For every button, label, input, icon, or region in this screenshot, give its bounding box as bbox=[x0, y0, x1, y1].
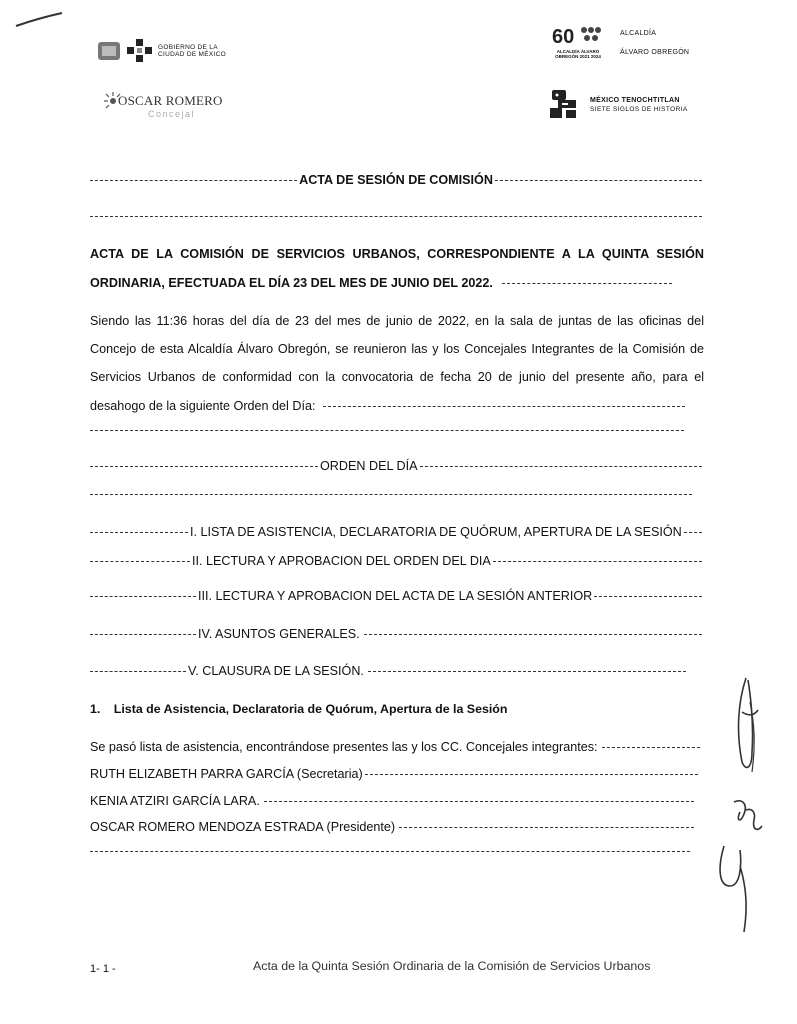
coat-of-arms-icon bbox=[96, 40, 122, 62]
document-heading: ACTA DE SESIÓN DE COMISIÓN bbox=[299, 173, 493, 187]
attendee-row bbox=[90, 765, 698, 783]
tenochtitlan-logo bbox=[548, 88, 718, 124]
attendee-name: KENIA ATZIRI GARCÍA LARA. bbox=[90, 794, 260, 808]
attendee-row bbox=[90, 792, 694, 810]
attendee-name: OSCAR ROMERO MENDOZA ESTRADA (Presidente) bbox=[90, 820, 396, 834]
separator-line bbox=[90, 430, 684, 431]
intro-text: Siendo las 11:36 horas del día de 23 del mes de junio de 2022, en la sala de juntas de las oficinas del Concejo de esta Alcaldía Álvaro Obregón, se reunieron las y los Concejales Integrantes de la Comisión de Servicios Urbanos de conformidad con la convocatoria de fecha 20 de junio del presente año, para el desahogo de la siguiente Orden del Día: bbox=[90, 314, 704, 413]
separator-line bbox=[90, 851, 690, 852]
orden-heading-row bbox=[90, 457, 702, 475]
concejal-logo bbox=[104, 92, 244, 126]
agenda-item bbox=[90, 552, 702, 570]
cdmx-cross-icon bbox=[127, 39, 153, 63]
eagle-glyph-icon bbox=[548, 88, 580, 120]
attendance-intro bbox=[90, 738, 700, 756]
concejal-name: OSCAR ROMERO bbox=[118, 93, 223, 108]
agenda-item bbox=[90, 625, 702, 643]
intro-paragraph bbox=[90, 307, 704, 420]
section-title: Lista de Asistencia, Declaratoria de Quórum, Apertura de la Sesión bbox=[113, 702, 508, 716]
agenda-item-text: III. LECTURA Y APROBACION DEL ACTA DE LA SESIÓN ANTERIOR bbox=[198, 589, 593, 603]
svg-text:60: 60 bbox=[552, 26, 575, 48]
orden-heading: ORDEN DEL DÍA bbox=[320, 459, 418, 473]
attendance-intro-text: Se pasó lista de asistencia, encontrándose presentes las y los CC. Concejales integrantes: bbox=[90, 740, 598, 754]
agenda-item bbox=[90, 587, 702, 605]
alcaldia-emblem-icon bbox=[552, 24, 602, 48]
signature-1-icon bbox=[728, 672, 768, 782]
agenda-item bbox=[90, 662, 686, 680]
document-title-text: ACTA DE LA COMISIÓN DE SERVICIOS URBANOS, CORRESPONDIENTE A LA QUINTA SESIÓN ORDINARIA, EFECTUADA EL DÍA 23 DEL MES DE JUNIO DEL 2022. bbox=[90, 247, 704, 290]
alcaldia-line1: ALCALDÍA bbox=[620, 30, 657, 37]
signature-3-icon bbox=[712, 836, 762, 936]
cdmx-logo bbox=[96, 38, 236, 64]
agenda-item-text: II. LECTURA Y APROBACION DEL ORDEN DEL DIA bbox=[192, 554, 491, 568]
document-title bbox=[90, 240, 704, 297]
cdmx-logo-line2: CIUDAD DE MÉXICO bbox=[158, 51, 227, 58]
alcaldia-badge: ALCALDÍA ÁLVARO OBREGÓN 2021 2024 bbox=[555, 49, 601, 59]
signature-2-icon bbox=[728, 790, 768, 840]
agenda-item-text: IV. ASUNTOS GENERALES. bbox=[198, 627, 360, 641]
alcaldia-logo bbox=[552, 24, 712, 72]
cdmx-logo-line1: GOBIERNO DE LA bbox=[158, 44, 218, 51]
footer-caption: Acta de la Quinta Sesión Ordinaria de la Comisión de Servicios Urbanos bbox=[253, 959, 651, 973]
alcaldia-line2: ÁLVARO OBREGÓN bbox=[620, 49, 690, 56]
separator-line bbox=[90, 494, 692, 495]
agenda-item-text: I. LISTA DE ASISTENCIA, DECLARATORIA DE QUÓRUM, APERTURA DE LA SESIÓN bbox=[190, 525, 682, 539]
attendee-name: RUTH ELIZABETH PARRA GARCÍA (Secretaria) bbox=[90, 767, 363, 781]
attendee-row bbox=[90, 818, 694, 836]
concejal-role: Concejal bbox=[148, 109, 196, 119]
section-heading bbox=[90, 702, 507, 716]
tenochtitlan-line1: MÉXICO TENOCHTITLAN bbox=[590, 97, 680, 104]
page-number: 1- 1 - bbox=[90, 963, 116, 975]
heading-row bbox=[90, 171, 702, 189]
separator-line bbox=[90, 216, 702, 217]
agenda-item bbox=[90, 523, 702, 541]
pen-mark bbox=[14, 10, 64, 30]
tenochtitlan-line2: SIETE SIGLOS DE HISTORIA bbox=[590, 106, 688, 113]
agenda-item-text: V. CLAUSURA DE LA SESIÓN. bbox=[188, 664, 364, 678]
section-number: 1. bbox=[90, 702, 101, 716]
